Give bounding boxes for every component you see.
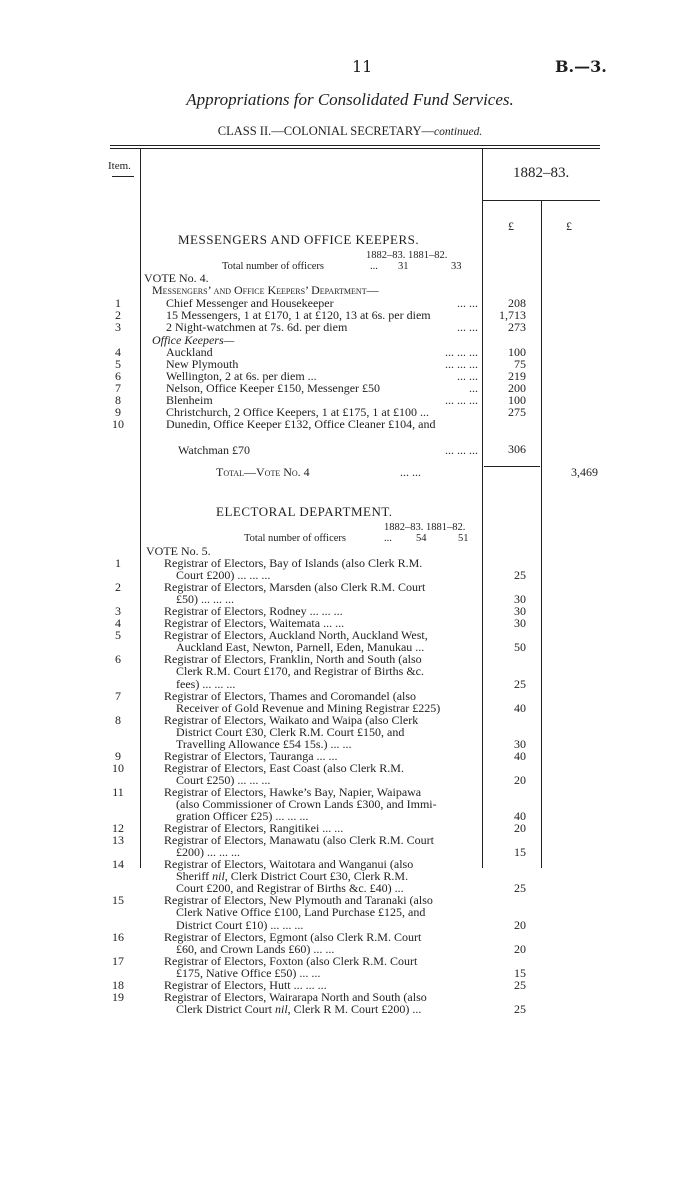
- item-description: Nelson, Office Keeper £150, Messenger £50: [166, 381, 381, 395]
- item-number: 16: [112, 929, 124, 944]
- year-column-header: 1882–83.: [513, 165, 570, 181]
- class-line: [0, 124, 700, 139]
- item-number: 4: [115, 616, 121, 631]
- item-amount: 25: [514, 676, 526, 691]
- electoral-heading: ELECTORAL DEPARTMENT.: [216, 504, 393, 519]
- item-amount: 208: [508, 296, 526, 310]
- item-number: 8: [115, 712, 121, 727]
- item-number: 6: [115, 652, 121, 667]
- item-number: 9: [115, 748, 121, 763]
- item-amount: 275: [508, 405, 526, 419]
- leader-dots: ... ... ...: [445, 443, 478, 457]
- item-amount: 15: [514, 965, 526, 980]
- item-description: Receiver of Gold Revenue and Mining Registrar £225): [176, 700, 441, 715]
- item-number: 19: [112, 989, 124, 1004]
- item-description: Registrar of Electors, Hutt ... ... ...: [164, 977, 327, 992]
- item-description: (also Commissioner of Crown Lands £300, and Immi-: [176, 797, 437, 811]
- item-number: 13: [112, 833, 124, 848]
- item-description: Watchman £70: [178, 443, 251, 457]
- item-amount: 20: [514, 941, 526, 956]
- item-amount: 25: [514, 977, 526, 992]
- amount-column-divider-2: [541, 200, 542, 868]
- page-number: 11: [352, 57, 373, 76]
- item-amount: 25: [514, 568, 526, 583]
- item-amount: 30: [514, 604, 526, 619]
- item-description: Registrar of Electors, Auckland North, Auckland West,: [164, 628, 428, 643]
- nil-emphasis: nil: [212, 869, 225, 884]
- item-amount: 40: [514, 748, 526, 763]
- item-amount: 15: [514, 845, 526, 860]
- item-description: Chief Messenger and Housekeeper: [166, 296, 334, 310]
- item-number: 2: [115, 308, 121, 322]
- vote-4-total-dots: ... ...: [400, 465, 421, 479]
- year-header-rule: [482, 200, 600, 201]
- item-description: Registrar of Electors, Marsden (also Clerk R.M. Court: [164, 580, 426, 595]
- item-description: Court £200, and Registrar of Births &c. £40) ...: [176, 881, 404, 896]
- item-description: Court £200) ... ... ...: [176, 568, 271, 583]
- vote-4-total-label: Total—Vote No. 4: [216, 465, 310, 479]
- vote-4-total: 3,469: [571, 465, 598, 479]
- item-number: 5: [115, 628, 121, 643]
- item-amount: 50: [514, 640, 526, 655]
- item-description: District Court £30, Clerk R.M. Court £150, and: [176, 724, 405, 739]
- item-amount: 25: [514, 1001, 526, 1016]
- item-amount: 75: [514, 357, 526, 371]
- item-number: 10: [112, 760, 124, 775]
- item-description: Registrar of Electors, Egmont (also Clerk R.M. Court: [164, 929, 422, 944]
- item-number: 1: [115, 296, 121, 310]
- messengers-years: 1882–83. 1881–82.: [366, 250, 448, 261]
- item-description: Clerk Native Office £100, Land Purchase £125, and: [176, 905, 426, 920]
- item-description: Registrar of Electors, New Plymouth and Taranaki (also: [164, 893, 433, 908]
- item-column-divider: [140, 148, 141, 868]
- vote-4-total-rule: [484, 466, 540, 467]
- item-number: 11: [112, 784, 124, 799]
- item-description: Auckland: [166, 345, 213, 359]
- electoral-officers-dots: ...: [384, 533, 392, 544]
- messengers-heading: MESSENGERS AND OFFICE KEEPERS.: [178, 232, 420, 247]
- leader-dots: ... ... ...: [445, 357, 478, 371]
- item-description: Registrar of Electors, Manawatu (also Clerk R.M. Court: [164, 833, 434, 848]
- table-top-rule: [110, 145, 600, 146]
- messengers-department: Messengers’ and Office Keepers’ Department—: [152, 283, 379, 297]
- item-description: Blenheim: [166, 393, 213, 407]
- item-description: New Plymouth: [166, 357, 239, 371]
- item-amount: 40: [514, 809, 526, 824]
- item-description: 15 Messengers, 1 at £170, 1 at £120, 13 at 6s. per diem: [166, 308, 431, 322]
- item-description: £50) ... ... ...: [176, 592, 234, 607]
- item-description: Registrar of Electors, Waitemata ... ...: [164, 616, 345, 631]
- item-number: 2: [115, 580, 121, 595]
- item-amount: 219: [508, 369, 526, 383]
- electoral-officers-label: Total number of officers: [244, 533, 346, 544]
- item-number: 8: [115, 393, 121, 407]
- nil-emphasis: nil: [275, 1001, 288, 1016]
- item-description: Registrar of Electors, Rangitikei ... ...: [164, 821, 344, 836]
- item-description: District Court £10) ... ... ...: [176, 917, 304, 932]
- item-number: 14: [112, 857, 124, 872]
- messengers-officers-1881: 33: [451, 261, 462, 272]
- item-amount: 100: [508, 393, 526, 407]
- item-number: 3: [115, 604, 121, 619]
- leader-dots: ... ...: [457, 296, 478, 310]
- item-description: Registrar of Electors, Tauranga ... ...: [164, 748, 338, 763]
- electoral-officers-1882: 54: [416, 533, 427, 544]
- item-description: Registrar of Electors, Thames and Coromandel (also: [164, 688, 417, 703]
- electoral-officers-1881: 51: [458, 533, 469, 544]
- leader-dots: ... ... ...: [445, 345, 478, 359]
- item-description: Dunedin, Office Keeper £132, Office Cleaner £104, and: [166, 417, 436, 431]
- item-description: Travelling Allowance £54 15s.) ... ...: [176, 736, 352, 751]
- item-description: gration Officer £25) ... ... ...: [176, 809, 309, 824]
- page-title: Appropriations for Consolidated Fund Services.: [186, 90, 514, 109]
- item-number: 3: [115, 320, 121, 334]
- leader-dots: ... ...: [457, 369, 478, 383]
- item-number: 1: [115, 556, 121, 570]
- item-description: 2 Night-watchmen at 7s. 6d. per diem: [166, 320, 348, 334]
- item-description: Wellington, 2 at 6s. per diem ...: [166, 369, 317, 383]
- item-description: Registrar of Electors, Waitotara and Wanganui (also: [164, 857, 414, 872]
- item-description: Registrar of Electors, Franklin, North and South (also: [164, 652, 422, 667]
- item-amount: 306: [508, 442, 526, 456]
- item-description: Clerk District Court nil, Clerk R M. Court £200) ...: [176, 1001, 422, 1016]
- item-description: £60, and Crown Lands £60) ... ...: [176, 941, 335, 956]
- leader-dots: ...: [469, 381, 478, 395]
- item-description: Christchurch, 2 Office Keepers, 1 at £175, 1 at £100 ...: [166, 405, 430, 419]
- leader-dots: ... ... ...: [445, 393, 478, 407]
- item-number: 17: [112, 953, 124, 968]
- item-description: Registrar of Electors, Bay of Islands (also Clerk R.M.: [164, 556, 423, 570]
- item-description: Office Keepers—: [152, 333, 235, 347]
- messengers-officers-label: Total number of officers: [222, 261, 324, 272]
- item-description: Registrar of Electors, Waikato and Waipa (also Clerk: [164, 712, 419, 727]
- item-number: 10: [112, 417, 124, 431]
- item-description: £200) ... ... ...: [176, 845, 240, 860]
- currency-col1: £: [508, 219, 514, 233]
- item-number: 12: [112, 821, 124, 836]
- messengers-officers-1882: 31: [398, 261, 409, 272]
- item-amount: 40: [514, 700, 526, 715]
- item-number: 5: [115, 357, 121, 371]
- vote-4-label: VOTE No. 4.: [144, 271, 209, 285]
- item-description: Registrar of Electors, Foxton (also Clerk R.M. Court: [164, 953, 418, 968]
- electoral-years: 1882–83. 1881–82.: [384, 522, 466, 533]
- item-amount: 30: [514, 592, 526, 607]
- item-amount: 30: [514, 616, 526, 631]
- messengers-officers-dots: ...: [370, 261, 378, 272]
- item-number: 18: [112, 977, 124, 992]
- item-amount: 20: [514, 772, 526, 787]
- item-description: fees) ... ... ...: [176, 676, 236, 691]
- item-header-rule: [112, 176, 134, 177]
- item-description: Registrar of Electors, Hawke’s Bay, Napier, Waipawa: [164, 784, 422, 799]
- leader-dots: ... ...: [457, 320, 478, 334]
- item-number: 15: [112, 893, 124, 908]
- item-number: 6: [115, 369, 121, 383]
- vote-5-label: VOTE No. 5.: [146, 544, 211, 558]
- item-amount: 25: [514, 881, 526, 896]
- document-reference: B.—3.: [555, 57, 607, 76]
- item-number: 7: [115, 381, 121, 395]
- item-amount: 20: [514, 821, 526, 836]
- item-amount: 273: [508, 320, 526, 334]
- item-description: Registrar of Electors, Rodney ... ... ...: [164, 604, 343, 619]
- item-description: Auckland East, Newton, Parnell, Eden, Manukau ...: [176, 640, 425, 655]
- table-top-rule-2: [110, 148, 600, 149]
- item-description: Sheriff nil, Clerk District Court £30, Clerk R.M.: [176, 869, 409, 884]
- item-number: 7: [115, 688, 121, 703]
- currency-col2: £: [566, 219, 572, 233]
- item-amount: 100: [508, 345, 526, 359]
- item-amount: 30: [514, 736, 526, 751]
- item-amount: 1,713: [499, 308, 526, 322]
- item-description: £175, Native Office £50) ... ...: [176, 965, 321, 980]
- class-line-continued: continued.: [434, 126, 483, 138]
- item-number: 4: [115, 345, 121, 359]
- item-description: Clerk R.M. Court £170, and Registrar of Births &c.: [176, 664, 424, 679]
- item-number: 9: [115, 405, 121, 419]
- amount-column-divider: [482, 148, 483, 868]
- item-description: Registrar of Electors, East Coast (also Clerk R.M.: [164, 760, 404, 775]
- item-description: Court £250) ... ... ...: [176, 772, 271, 787]
- class-line-main: CLASS II.—COLONIAL SECRETARY—: [217, 124, 435, 138]
- item-amount: 20: [514, 917, 526, 932]
- item-description: Registrar of Electors, Wairarapa North and South (also: [164, 989, 427, 1004]
- item-amount: 200: [508, 381, 526, 395]
- item-column-header: Item.: [108, 160, 131, 172]
